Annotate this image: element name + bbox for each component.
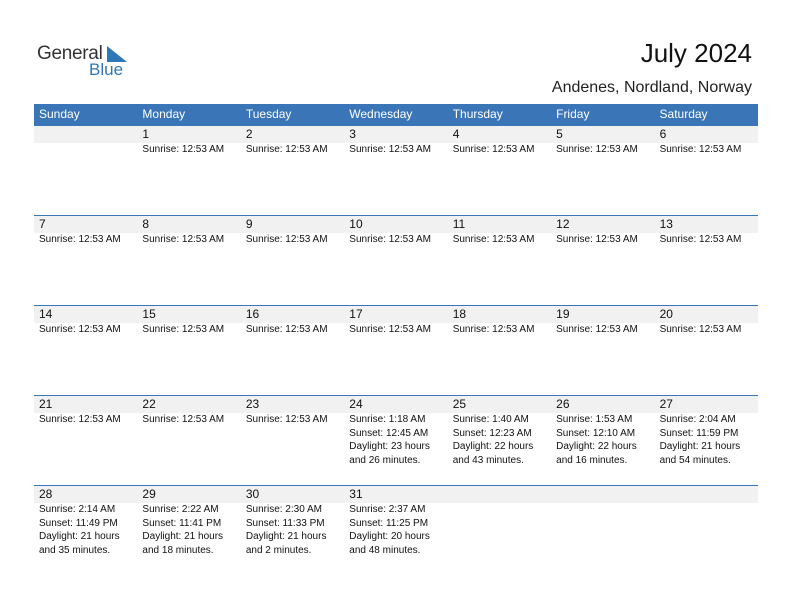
day-number: 23 [245, 397, 260, 411]
day-cell [344, 486, 447, 575]
day-cell [448, 216, 551, 305]
day-info-line: Daylight: 23 hours [349, 441, 430, 452]
day-info-line: and 16 minutes. [556, 454, 628, 466]
day-number: 16 [245, 307, 260, 321]
day-info-line: Sunset: 11:33 PM [245, 517, 325, 529]
day-number: 18 [452, 307, 467, 321]
day-info-line: Daylight: 20 hours [349, 531, 430, 542]
day-info-line: Daylight: 21 hours [142, 531, 224, 542]
day-number: 10 [349, 217, 363, 231]
day-cell [551, 216, 654, 305]
day-info-line: Sunrise: 12:53 AM [349, 144, 431, 155]
day-info-line: Sunrise: 12:53 AM [349, 234, 431, 245]
day-cell [448, 126, 551, 215]
day-info-line: Sunrise: 12:53 AM [452, 324, 535, 335]
day-number: 20 [659, 307, 673, 321]
day-info-line: Sunrise: 1:18 AM [349, 414, 426, 425]
day-number: 19 [556, 307, 570, 321]
logo-general-text: General [37, 43, 103, 64]
day-info-line: Sunset: 11:49 PM [39, 517, 118, 529]
day-info-line: Sunrise: 1:40 AM [452, 414, 529, 425]
day-info-line: Sunrise: 2:22 AM [142, 504, 219, 515]
day-info-line: Daylight: 21 hours [39, 531, 120, 542]
day-info-line: Sunrise: 12:53 AM [349, 324, 431, 335]
weekday-tuesday: Tuesday [245, 107, 292, 121]
day-info-line: Sunrise: 12:53 AM [452, 144, 535, 155]
day-info-line: Sunrise: 12:53 AM [142, 324, 225, 335]
day-info-line: Sunrise: 2:30 AM [245, 504, 322, 515]
day-number: 21 [39, 397, 53, 411]
day-cell [448, 306, 551, 395]
day-cell [137, 126, 240, 215]
day-cell [655, 126, 758, 215]
day-info-line: Daylight: 21 hours [245, 531, 327, 542]
day-number: 15 [142, 307, 156, 321]
day-number: 22 [142, 397, 156, 411]
day-cell [137, 216, 240, 305]
day-info-line: and 26 minutes. [349, 454, 421, 466]
day-info-line: Sunrise: 12:53 AM [452, 234, 535, 245]
day-cell [34, 396, 137, 485]
day-number: 24 [349, 397, 363, 411]
day-number: 29 [142, 487, 156, 501]
day-cell [655, 216, 758, 305]
day-info-line: Sunrise: 12:53 AM [556, 144, 638, 155]
day-info-line: Daylight: 22 hours [556, 441, 637, 452]
day-number: 6 [659, 127, 667, 141]
day-info-line: and 35 minutes. [39, 544, 111, 556]
day-number: 1 [142, 127, 150, 141]
day-info-line: Sunrise: 12:53 AM [556, 234, 638, 245]
logo [37, 43, 137, 83]
day-cell [34, 216, 137, 305]
day-info-line: Sunrise: 12:53 AM [556, 324, 638, 335]
day-number: 30 [245, 487, 260, 501]
day-cell [551, 396, 654, 485]
day-info-line: Sunset: 12:23 AM [452, 427, 532, 439]
day-info-line: Sunset: 11:25 PM [349, 517, 429, 529]
day-info-line: Sunset: 11:41 PM [142, 517, 222, 529]
day-info-line: and 54 minutes. [659, 454, 731, 466]
day-info-line: and 18 minutes. [142, 544, 214, 556]
weekday-thursday: Thursday [452, 107, 503, 121]
calendar-week [34, 125, 758, 216]
day-info-line: Sunrise: 12:53 AM [245, 234, 328, 245]
day-number: 4 [452, 127, 460, 141]
day-info-line: Sunset: 12:10 AM [556, 427, 636, 439]
day-cell [344, 216, 447, 305]
day-number: 12 [556, 217, 570, 231]
day-number: 5 [556, 127, 563, 141]
day-info-line: Sunrise: 1:53 AM [556, 414, 633, 425]
day-info-line: Sunrise: 12:53 AM [39, 234, 121, 245]
day-cell [241, 396, 344, 485]
day-number: 31 [349, 487, 363, 501]
day-cell [344, 396, 447, 485]
day-info-line: Sunrise: 12:53 AM [659, 234, 742, 245]
day-cell [241, 216, 344, 305]
day-number: 17 [349, 307, 363, 321]
weekday-saturday: Saturday [659, 107, 708, 121]
day-cell [137, 486, 240, 575]
day-cell [34, 306, 137, 395]
day-cell [551, 126, 654, 215]
day-info-line: Sunset: 12:45 AM [349, 427, 429, 439]
logo-blue-text: Blue [89, 60, 124, 79]
day-number: 27 [659, 397, 673, 411]
day-info-line: Sunrise: 12:53 AM [39, 414, 121, 425]
day-number: 11 [452, 217, 466, 231]
calendar-week [34, 485, 758, 576]
weekday-friday: Friday [556, 107, 590, 121]
weekday-monday: Monday [142, 107, 186, 121]
day-info-line: Sunrise: 12:53 AM [659, 324, 742, 335]
day-cell [448, 396, 551, 485]
day-info-line: Sunrise: 12:53 AM [245, 414, 328, 425]
day-info-line: Sunrise: 2:04 AM [659, 414, 736, 425]
day-info-line: Sunrise: 12:53 AM [659, 144, 742, 155]
day-number: 7 [39, 217, 46, 231]
weekday-header [34, 104, 758, 125]
day-number: 14 [39, 307, 53, 321]
day-number: 2 [245, 127, 253, 141]
day-cell [241, 486, 344, 575]
day-info-line: Sunrise: 12:53 AM [142, 234, 225, 245]
weekday-wednesday: Wednesday [349, 107, 413, 121]
day-info-line: Sunset: 11:59 PM [659, 427, 739, 439]
day-info-line: and 43 minutes. [452, 454, 524, 466]
day-number: 9 [245, 217, 253, 231]
calendar-week [34, 395, 758, 486]
day-number: 13 [659, 217, 673, 231]
day-number: 3 [349, 127, 356, 141]
day-number: 26 [556, 397, 570, 411]
day-number: 28 [39, 487, 53, 501]
day-cell [655, 306, 758, 395]
day-info-line: Daylight: 21 hours [659, 441, 741, 452]
day-number: 25 [452, 397, 467, 411]
day-cell [655, 396, 758, 485]
day-cell [137, 306, 240, 395]
day-info-line: Sunrise: 12:53 AM [39, 324, 121, 335]
day-cell [344, 126, 447, 215]
location-subtitle: Andenes, Nordland, Norway [551, 79, 752, 96]
calendar-week [34, 215, 758, 306]
calendar-week [34, 305, 758, 396]
day-cell [34, 486, 137, 575]
day-cell [551, 306, 654, 395]
weekday-sunday: Sunday [39, 107, 80, 121]
day-cell [137, 396, 240, 485]
day-info-line: Sunrise: 12:53 AM [142, 144, 225, 155]
day-info-line: and 2 minutes. [245, 544, 312, 556]
day-info-line: Sunrise: 12:53 AM [245, 324, 328, 335]
day-info-line: Sunrise: 12:53 AM [142, 414, 225, 425]
day-cell [344, 306, 447, 395]
day-info-line: Sunrise: 2:14 AM [39, 504, 116, 515]
day-number: 8 [142, 217, 150, 231]
day-info-line: Sunrise: 12:53 AM [245, 144, 328, 155]
day-info-line: Daylight: 22 hours [452, 441, 534, 452]
day-cell [241, 306, 344, 395]
page-title: July 2024 [640, 38, 752, 68]
day-info-line: and 48 minutes. [349, 544, 421, 556]
day-info-line: Sunrise: 2:37 AM [349, 504, 426, 515]
day-cell [241, 126, 344, 215]
